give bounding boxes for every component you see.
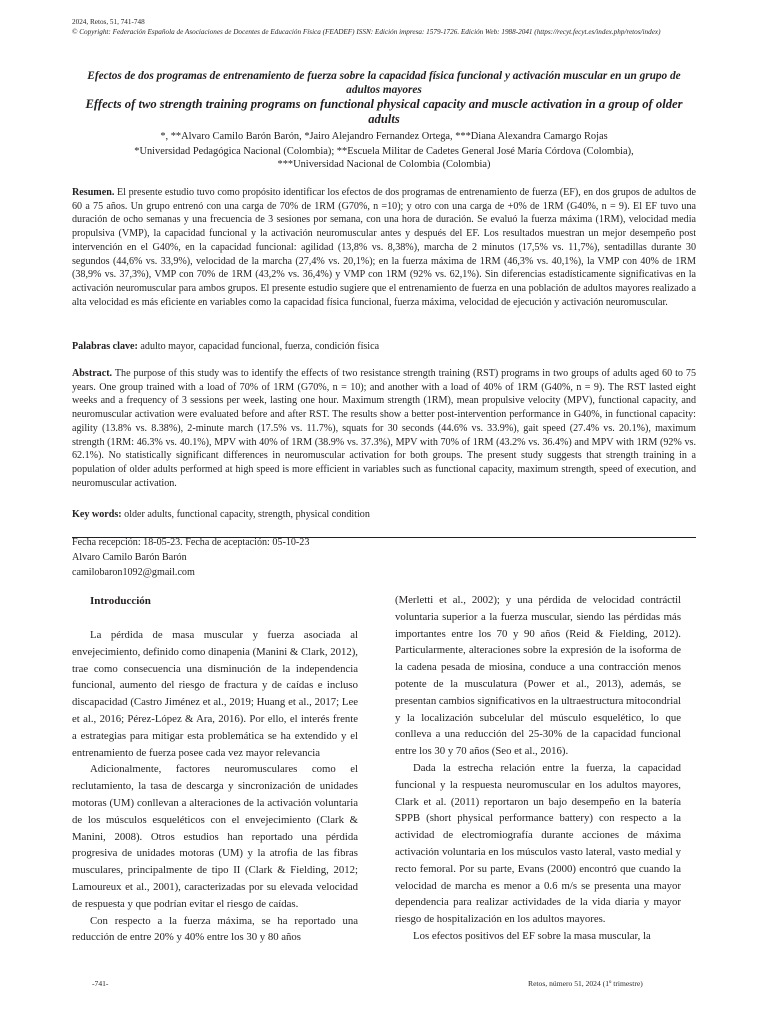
- introduction-heading: Introducción: [90, 595, 151, 607]
- corresponding-email: camilobaron1092@gmail.com: [72, 567, 195, 578]
- affiliation-line-1: *Universidad Pedagógica Nacional (Colombia); **Escuela Militar de Cadetes General José María Córdova (Colombia),: [134, 145, 634, 157]
- title-english: Effects of two strength training programs on functional physical capacity and muscle activation in a group of older adults: [85, 97, 683, 126]
- article-meta: [72, 535, 472, 580]
- left-paragraph-1: La pérdida de masa muscular y fuerza asociada al envejecimiento, definido como dinapenia (Manini & Clark, 2012), trae como consecuencia una disminución de la independencia funcional, aumento del riesgo de fractura y de caídas e incluso discapacidad (Castro Jiménez et al., 2019; Huang et al., 2017; Lee et al., 2016; Pérez-López & Ara, 2016). Por ello, el interés frente a estrategias para mitigar esta problemática se ha extendido y el entrenamiento de fuerza posee cada vez mayor relevancia: [72, 629, 358, 759]
- copyright-line: © Copyright: Federación Española de Asociaciones de Docentes de Educación Física (FEADEF) ISSN: Edición impresa: 1579-1726. Edición Web: 1988-2041 (https://recyt.fecyt.es/index.php/retos/index): [72, 28, 661, 36]
- resumen-text: El presente estudio tuvo como propósito identificar los efectos de dos programas de entrenamiento de fuerza (EF), en dos grupos de adultos de 60 a 75 años. Un grupo entrenó con una carga de 70% de 1RM (G70%, n =10); y otro con una carga de +0% de 1RM (G40%, n = 9). El EF tuvo una duración de ocho semanas y una frecuencia de 3 sesiones por semana, con una hora de duración. Se evaluó la fuerza máxima (1RM), velocidad media propulsiva (VMP), la capacidad funcional y la activación neuromuscular antes y después del EF. Los resultados muestran un mejor desempeño post intervención en el G40%, en la capacidad funcional: agilidad (13,8% vs. 8,38%), marcha de 2 minutos (17,5% vs. 11,7%), sentadillas durante 30 segundos (44,6% vs. 33,9%), velocidad de la marcha (27,4% vs. 20,1%); en la fuerza máxima de 1RM (46,3% vs. 40,1%), la VMP con 40% de 1RM (38,9% vs. 37,3%), VMP con 70% de 1RM (43,2% vs. 36,4%) y VMP con 1RM (92% vs. 62,1%). Sin diferencias estadísticamente significativas en la activación neuromuscular para ambos grupos. El presente estudio sugiere que el entrenamiento de fuerza en una población de adultos mayores realizado a alta velocidad es más eficiente en variables como la capacidad física funcional, fuerza máxima, velocidad de ejecución y activación neuromuscular.: [72, 187, 696, 308]
- resumen-label: Resumen.: [72, 187, 115, 198]
- page-number: -741-: [92, 979, 109, 988]
- resumen-paragraph: [72, 186, 696, 309]
- affiliation-line-2: ***Universidad Nacional de Colombia (Colombia): [277, 159, 491, 170]
- abstract-text: The purpose of this study was to identify the effects of two resistance strength training (RST) programs in two groups of adults aged 60 to 75 years. One group trained with a load of 70% of 1RM (G70%, n = 10); and another with a load of 40% of 1RM (G40%, n = 9). The RST lasted eight weeks and a frequency of 3 sessions per week, lasting one hour. Maximum strength (1RM), mean propulsive velocity (MPV), functional capacity, and neuromuscular activation were evaluated before and after RST. The results show a better post-intervention performance in G40%, in functional capacity: agility (13.8% vs. 8.38%), 2-minute march (17.5% vs. 11.7%), squats for 30 seconds (44.6% vs. 33.9%), gait speed (27.4% vs. 20.1%), maximum strength (1RM: 46.3% vs. 40.1%), MPV with 40% of 1RM (38.9% vs. 37.3%), MPV with 70% of 1RM (43.2% vs. 36.4%) and MPV with 1RM (92% vs. 62.1%). No statistically significant differences in neuromuscular activation for both groups. The present study suggests that strength training in a population of older adults performed at high speed is more efficient in variables such as functional capacity, maximum strength, speed of execution, and neuromuscular activation.: [72, 368, 696, 489]
- abstract-label: Abstract.: [72, 368, 113, 379]
- right-column: [395, 592, 681, 945]
- title-spanish: Efectos de dos programas de entrenamiento de fuerza sobre la capacidad física funcional y activación muscular en un grupo de adultos mayores: [87, 70, 681, 96]
- left-paragraph-3: Con respecto a la fuerza máxima, se ha reportado una reducción de entre 20% y 40% entre los 30 y 80 años: [72, 914, 358, 944]
- key-words-label: Key words:: [72, 509, 122, 520]
- journal-citation: 2024, Retos, 51, 741-748: [72, 18, 145, 26]
- key-words: [72, 508, 696, 522]
- left-paragraph-2: Adicionalmente, factores neuromusculares como el reclutamiento, la tasa de descarga y sincronización de unidades motoras (UM) conllevan a alteraciones de la activación voluntaria de los músculos esqueléticos con el envejecimiento (Clark & Manini, 2008). Otros estudios han reportado una pérdida progresiva de unidades motoras (UM) y la atrofia de las fibras musculares, principalmente de tipo II (Clark & Fielding, 2012; Lamoureux et al., 2001), caracterizadas por su elevada velocidad de respuesta y que podrían evitar el riesgo de caídas.: [72, 763, 358, 910]
- journal-issue-footer: Retos, número 51, 2024 (1º trimestre): [528, 979, 643, 988]
- palabras-clave: [72, 340, 696, 354]
- abstract-paragraph: [72, 367, 696, 490]
- right-paragraph-1: (Merletti et al., 2002); y una pérdida de velocidad contráctil voluntaria superior a la fuerza muscular, siendo las pérdidas más importantes entre los 70 y 90 años (Reid & Fielding, 2012). Particularmente, alteraciones sobre la expresión de la isoforma de la cadena pesada de miosina, conduce a una contracción menos potente de la musculatura (Power et al., 2013), además, se presentan cambios significativos en la ultraestructura mitocondrial y la localización subcelular del músculo esquelético, lo que conlleva a una reducción del 25-30% de la capacidad funcional entre los 30 y 70 años (Seo et al., 2016).: [395, 594, 681, 758]
- title-block: [72, 69, 696, 172]
- author-list: *, **Alvaro Camilo Barón Barón, *Jairo Alejandro Fernandez Ortega, ***Diana Alexandra Camargo Rojas: [160, 131, 608, 142]
- right-paragraph-2: Dada la estrecha relación entre la fuerza, la capacidad funcional y la respuesta neuromuscular en los adultos mayores, Clark et al. (2011) reportaron un bajo desempeño en la batería SPPB (short physical performance battery) con respecto a la actividad de electromiografía durante acciones de máxima activación voluntaria en los músculos vasto lateral, vasto medial y recto femoral. Por su parte, Evans (2000) encontró que cuando la velocidad de marcha es menor a 0.6 m/s se presenta una mayor dependencia para realizar actividades de la vida diaria y mayor riesgo de hospitalización en los adultos mayores.: [395, 761, 681, 926]
- received-accepted-dates: Fecha recepción: 18-05-23. Fecha de aceptación: 05-10-23: [72, 537, 310, 548]
- left-column: [72, 592, 358, 946]
- right-paragraph-3: Los efectos positivos del EF sobre la masa muscular, la: [413, 929, 651, 942]
- journal-header: [72, 17, 696, 37]
- key-words-text: older adults, functional capacity, strength, physical condition: [121, 509, 370, 520]
- corresponding-author: Alvaro Camilo Barón Barón: [72, 552, 187, 563]
- palabras-clave-label: Palabras clave:: [72, 341, 138, 352]
- palabras-clave-text: adulto mayor, capacidad funcional, fuerza, condición física: [137, 341, 380, 352]
